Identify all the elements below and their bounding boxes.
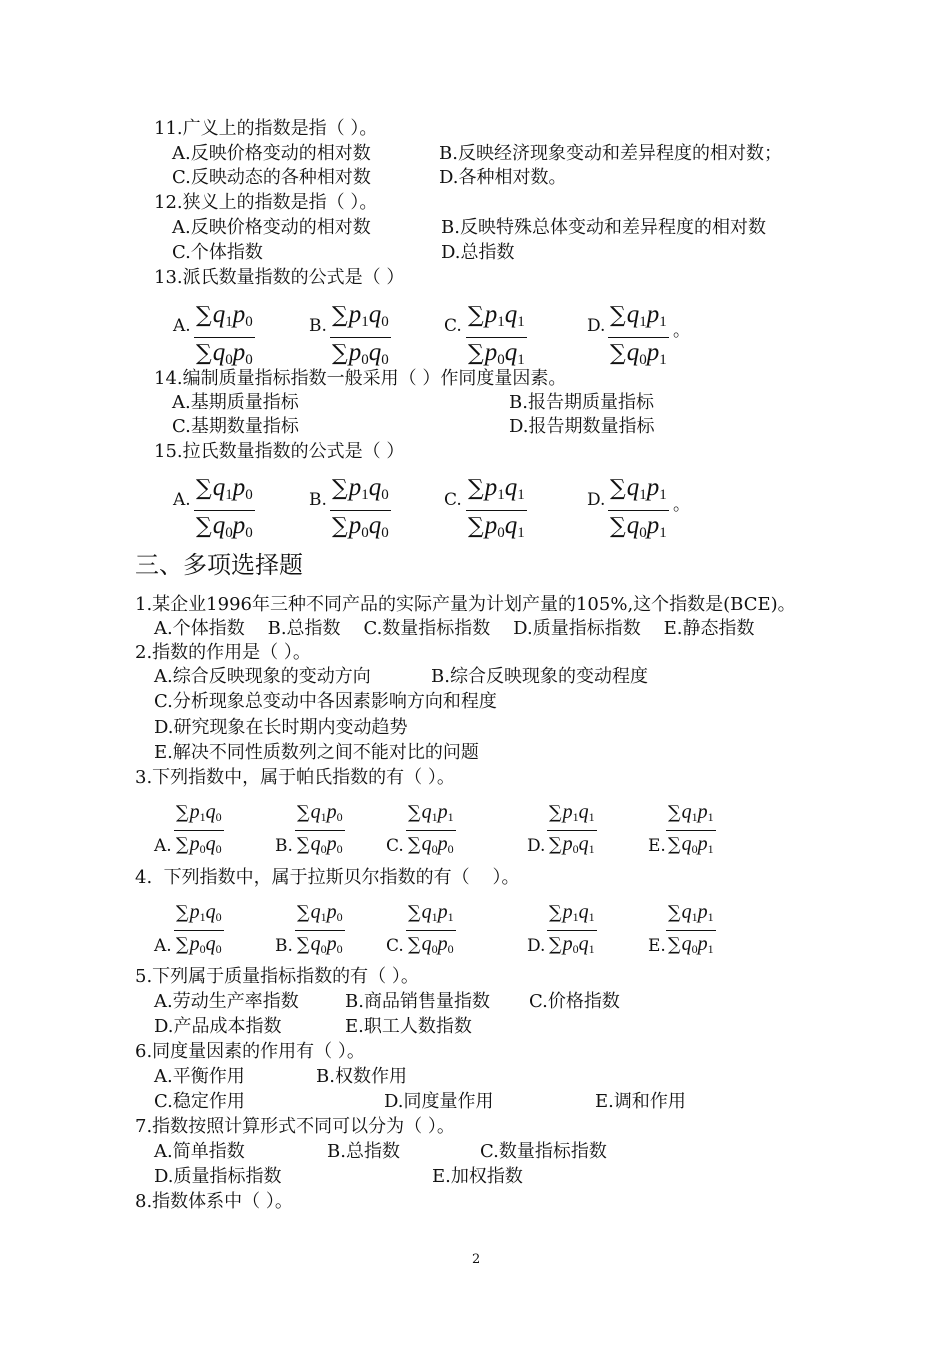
q12-option-b: B.反映特殊总体变动和差异程度的相对数 [441,217,766,238]
q13-label-b: B. [309,316,327,336]
q11-option-b: B.反映经济现象变动和差异程度的相对数； [439,143,782,164]
m4-formula-a: $\frac{\sum p_1q_0}{\sum p_0q_0}$ [176,901,222,956]
m3-formula-b: $\frac{\sum q_1p_0}{\sum q_0p_0}$ [297,801,343,856]
m3-label-d: D. [527,836,546,856]
q15-formula-b: $\frac{\sum p_1q_0}{\sum p_0q_0}$ [332,474,389,541]
m5-option-a: A.劳动生产率指数 [154,991,299,1012]
m4-formula-d: $\frac{\sum p_1q_1}{\sum p_0q_1}$ [549,901,595,956]
m6-stem: 6.同度量因素的作用有（ ）。 [135,1041,365,1062]
m3-formula-a: $\frac{\sum p_1q_0}{\sum p_0q_0}$ [176,801,222,856]
q13-label-a: A. [173,316,191,336]
m4-label-b: B. [275,936,293,956]
m4-formula-e: $\frac{\sum q_1p_1}{\sum q_0p_1}$ [668,901,714,956]
q11-option-c: C.反映动态的各种相对数 [172,167,371,188]
m5-option-d: D.产品成本指数 [154,1016,282,1037]
q12-option-a: A.反映价格变动的相对数 [172,217,371,238]
m4-stem: 4. 下列指数中，属于拉斯贝尔指数的有（ ）。 [135,867,520,888]
q13-label-c: C. [444,316,462,336]
m6-option-a: A.平衡作用 [154,1066,245,1087]
m7-stem: 7.指数按照计算形式不同可以分为（ ）。 [135,1116,455,1137]
m2-option-d: D.研究现象在长时期内变动趋势 [154,717,408,738]
q13-stem: 13.派氏数量指数的公式是（ ） [154,267,405,288]
m6-option-d: D.同度量作用 [384,1091,494,1112]
q14-stem: 14.编制质量指标指数一般采用（ ）作同度量因素。 [154,368,567,389]
m6-option-c: C.稳定作用 [154,1091,245,1112]
q13-formula-a: $\frac{\sum q_1p_0}{\sum q_0p_0}$ [196,301,253,368]
q13-formula-d: $\frac{\sum q_1p_1}{\sum q_0p_1}$ [610,301,667,368]
q11-option-a: A.反映价格变动的相对数 [172,143,371,164]
m1-stem: 1.某企业1996年三种不同产品的实际产量为计划产量的105%,这个指数是(BCE)。 [135,594,796,615]
q15-formula-c: $\frac{\sum p_1q_1}{\sum p_0q_1}$ [468,474,525,541]
q15-label-d: D. [587,490,606,510]
q11-stem: 11.广义上的指数是指（ ）。 [154,118,378,139]
m1-options: A.个体指数 B.总指数 C.数量指标指数 D.质量指标指数 E.静态指数 [154,618,755,639]
page-number: 2 [472,1252,481,1267]
m2-option-a: A.综合反映现象的变动方向 [154,666,371,687]
q14-option-b: B.报告期质量指标 [509,392,654,413]
q12-option-d: D.总指数 [441,242,515,263]
m4-label-d: D. [527,936,546,956]
m5-option-e: E.职工人数指数 [345,1016,472,1037]
m5-stem: 5.下列属于质量指标指数的有（ ）。 [135,966,419,987]
m5-option-b: B.商品销售量指数 [345,991,490,1012]
m5-option-c: C.价格指数 [529,991,620,1012]
m4-formula-b: $\frac{\sum q_1p_0}{\sum q_0p_0}$ [297,901,343,956]
m3-formula-e: $\frac{\sum q_1p_1}{\sum q_0p_1}$ [668,801,714,856]
q15-end-mark: 。 [673,495,690,515]
q14-option-a: A.基期质量指标 [172,392,299,413]
q13-formula-c: $\frac{\sum p_1q_1}{\sum p_0q_1}$ [468,301,525,368]
m6-option-b: B.权数作用 [316,1066,407,1087]
m8-stem: 8.指数体系中（ ）。 [135,1191,293,1212]
m7-option-a: A.简单指数 [154,1141,245,1162]
m4-label-a: A. [154,936,172,956]
m3-label-e: E. [648,836,666,856]
q15-label-c: C. [444,490,462,510]
m4-label-c: C. [386,936,404,956]
q15-formula-a: $\frac{\sum q_1p_0}{\sum q_0p_0}$ [196,474,253,541]
q15-stem: 15.拉氏数量指数的公式是（ ） [154,441,405,462]
q12-stem: 12.狭义上的指数是指（ ）。 [154,192,378,213]
m2-option-c: C.分析现象总变动中各因素影响方向和程度 [154,691,497,712]
m7-option-b: B.总指数 [327,1141,400,1162]
m2-option-b: B.综合反映现象的变动程度 [431,666,648,687]
q14-option-c: C.基期数量指标 [172,416,299,437]
q15-label-a: A. [173,490,191,510]
m7-option-e: E.加权指数 [432,1166,523,1187]
q13-end-mark: 。 [673,321,690,341]
q11-option-d: D.各种相对数。 [439,167,567,188]
section-title: 三、多项选择题 [135,551,303,579]
q12-option-c: C.个体指数 [172,242,263,263]
m3-label-c: C. [386,836,404,856]
m2-stem: 2.指数的作用是（ ）。 [135,642,311,663]
m7-option-d: D.质量指标指数 [154,1166,282,1187]
q13-label-d: D. [587,316,606,336]
m2-option-e: E.解决不同性质数列之间不能对比的问题 [154,742,479,763]
q15-label-b: B. [309,490,327,510]
q15-formula-d: $\frac{\sum q_1p_1}{\sum q_0p_1}$ [610,474,667,541]
m4-label-e: E. [648,936,666,956]
m7-option-c: C.数量指标指数 [480,1141,607,1162]
m3-stem: 3.下列指数中，属于帕氏指数的有（ ）。 [135,767,455,788]
q14-option-d: D.报告期数量指标 [509,416,655,437]
m6-option-e: E.调和作用 [595,1091,686,1112]
m4-formula-c: $\frac{\sum q_1p_1}{\sum q_0p_0}$ [408,901,454,956]
m3-label-b: B. [275,836,293,856]
m3-label-a: A. [154,836,172,856]
m3-formula-d: $\frac{\sum p_1q_1}{\sum p_0q_1}$ [549,801,595,856]
q13-formula-b: $\frac{\sum p_1q_0}{\sum p_0q_0}$ [332,301,389,368]
m3-formula-c: $\frac{\sum q_1p_1}{\sum q_0p_0}$ [408,801,454,856]
